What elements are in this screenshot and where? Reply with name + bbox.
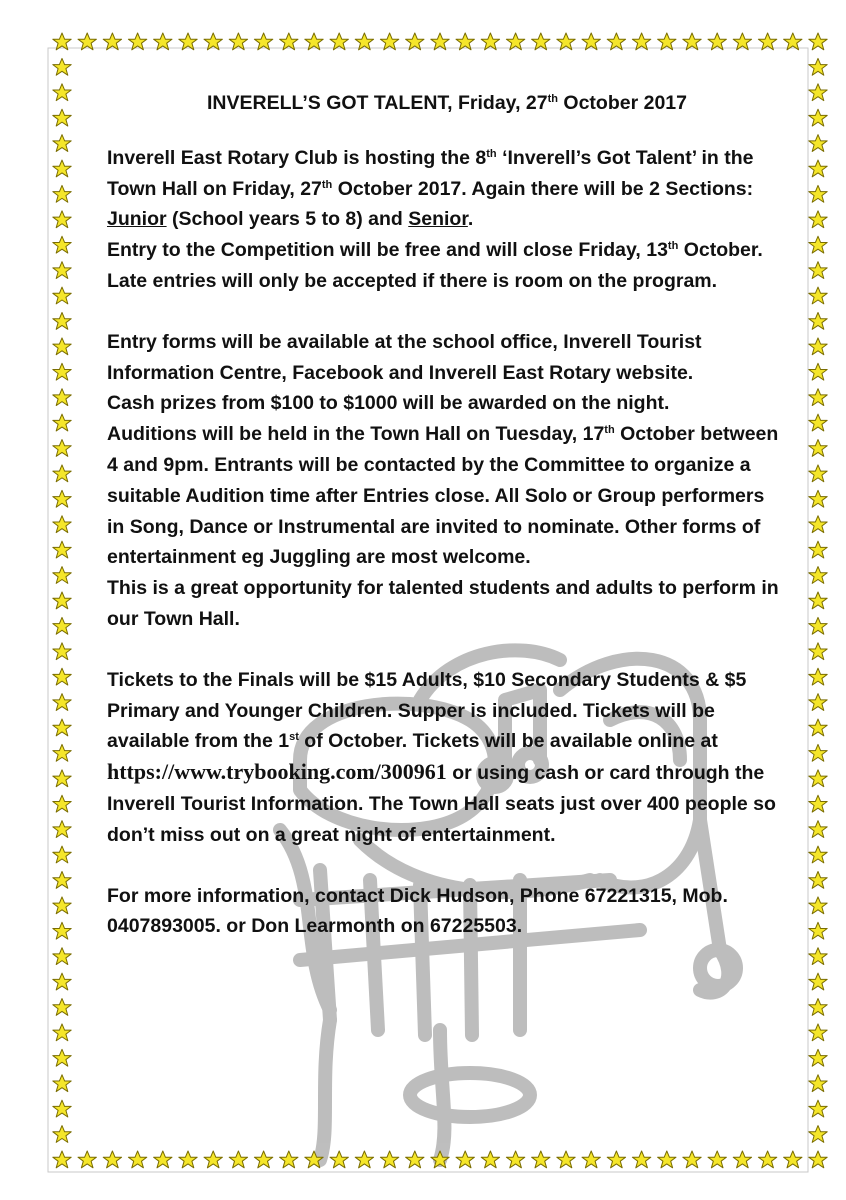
star-icon [154,33,172,50]
star-icon [809,338,827,355]
star-icon [809,948,827,965]
star-icon [809,897,827,914]
star-icon [809,1126,827,1143]
star-icon [53,643,71,660]
star-icon [784,1151,802,1168]
star-icon [103,33,121,50]
star-icon [53,287,71,304]
star-icon [809,490,827,507]
star-icon [53,313,71,330]
star-icon [280,1151,298,1168]
star-icon [53,617,71,634]
star-icon [53,363,71,380]
star-icon [53,1024,71,1041]
star-icon [53,795,71,812]
star-icon [809,668,827,685]
star-icon [632,33,650,50]
star-icon [809,262,827,279]
star-icon [53,135,71,152]
star-icon [53,262,71,279]
star-icon [809,516,827,533]
star-icon [406,33,424,50]
star-icon [809,313,827,330]
star-icon [733,33,751,50]
star-icon [809,211,827,228]
star-icon [809,440,827,457]
star-icon [658,33,676,50]
star-icon [254,1151,272,1168]
star-icon [809,694,827,711]
star-icon [683,1151,701,1168]
star-icon [179,1151,197,1168]
star-icon [809,719,827,736]
star-icon [758,1151,776,1168]
star-icon [809,109,827,126]
star-icon [179,33,197,50]
star-icon [380,33,398,50]
star-icon [532,33,550,50]
contact-paragraph: For more information, contact Dick Hudson, Phone 67221315, Mob. 0407893005. or Don Learmonth on 67225503. [107,884,728,938]
star-icon [78,1151,96,1168]
star-icon [355,1151,373,1168]
star-icon [506,1151,524,1168]
star-icon [809,363,827,380]
star-icon [128,33,146,50]
star-icon [53,160,71,177]
star-icon [809,821,827,838]
flyer-title: INVERELL’S GOT TALENT, Friday, 27th October 2017 [207,92,687,114]
star-icon [330,1151,348,1168]
star-icon [557,33,575,50]
star-icon [809,236,827,253]
star-icon [305,1151,323,1168]
star-icon [784,33,802,50]
junior-section: Junior [107,208,167,231]
star-icon [683,33,701,50]
star-icon [53,897,71,914]
star-icon [809,999,827,1016]
star-icon [809,1024,827,1041]
star-icon [53,109,71,126]
star-icon [53,440,71,457]
star-icon [708,33,726,50]
star-icon [809,567,827,584]
star-icon [53,948,71,965]
star-icon [53,744,71,761]
star-icon [809,160,827,177]
intro-paragraph: Inverell East Rotary Club is hosting the 8th ‘Inverell’s Got Talent’ in the Town Hall on Friday, 27th October 2017. Again there will be 2 Sections: Junior (School years 5 to 8) and Senior. [107,146,754,231]
star-icon [128,1151,146,1168]
star-icon [809,770,827,787]
star-icon [809,643,827,660]
star-icon [53,389,71,406]
star-icon [809,58,827,75]
star-icon [53,33,71,50]
star-icon [330,33,348,50]
star-icon [53,185,71,202]
star-icon [809,795,827,812]
star-icon [456,1151,474,1168]
star-icon [53,84,71,101]
flyer-content [107,88,787,942]
star-icon [809,1100,827,1117]
star-icon [280,33,298,50]
star-icon [809,287,827,304]
star-icon [78,33,96,50]
senior-section: Senior [408,208,468,231]
star-icon [582,33,600,50]
star-icon [809,1075,827,1092]
trybooking-link[interactable]: https://www.trybooking.com/300961 [107,759,447,785]
star-icon [355,33,373,50]
star-icon [406,1151,424,1168]
star-icon [53,465,71,482]
star-icon [431,33,449,50]
star-icon [53,999,71,1016]
star-icon [53,821,71,838]
entry-forms-paragraph: Entry forms will be available at the school office, Inverell Tourist Information Centre, Facebook and Inverell East Rotary website. [107,330,702,384]
star-icon [53,973,71,990]
star-icon [204,33,222,50]
star-icon [809,846,827,863]
star-icon [53,719,71,736]
star-icon [53,592,71,609]
star-icon [758,33,776,50]
star-icon [557,1151,575,1168]
star-icon [53,541,71,558]
star-icon [809,592,827,609]
star-icon [154,1151,172,1168]
star-icon [809,33,827,50]
star-icon [229,33,247,50]
star-icon [53,1049,71,1066]
star-icon [809,1049,827,1066]
star-icon [632,1151,650,1168]
star-icon [53,1151,71,1168]
star-icon [658,1151,676,1168]
star-icon [53,770,71,787]
star-icon [809,1151,827,1168]
star-icon [809,84,827,101]
star-icon [809,922,827,939]
star-icon [733,1151,751,1168]
entry-paragraph: Entry to the Competition will be free and will close Friday, 13th October. Late entries will only be accepted if there is room on the program. [107,239,763,292]
star-icon [53,1100,71,1117]
tickets-paragraph: Tickets to the Finals will be $15 Adults, $10 Secondary Students & $5 Primary and Younger Children. Supper is included. Tickets will be available from the 1st of October. Tickets will be available online at https://www.trybooking.com/300961 or using cash or card through the Inverell Tourist Information. The Town Hall seats just over 400 people so don’t miss out on a great night of entertainment. [107,668,776,846]
star-icon [53,1126,71,1143]
star-icon [53,490,71,507]
star-icon [53,516,71,533]
star-icon [305,33,323,50]
star-icon [809,414,827,431]
star-icon [53,846,71,863]
star-icon [582,1151,600,1168]
star-icon [204,1151,222,1168]
star-icon [809,465,827,482]
star-icon [809,135,827,152]
star-icon [809,617,827,634]
star-icon [229,1151,247,1168]
star-icon [532,1151,550,1168]
star-icon [708,1151,726,1168]
star-icon [53,58,71,75]
star-icon [809,185,827,202]
star-icon [481,1151,499,1168]
star-icon [53,872,71,889]
star-icon [380,1151,398,1168]
star-icon [53,1075,71,1092]
opportunity-paragraph: This is a great opportunity for talented students and adults to perform in our Town Hall. [107,577,779,630]
cash-prizes-paragraph: Cash prizes from $100 to $1000 will be awarded on the night. [107,392,670,415]
star-icon [809,973,827,990]
star-icon [53,694,71,711]
star-icon [53,211,71,228]
star-icon [53,567,71,584]
star-icon [53,338,71,355]
star-icon [53,236,71,253]
star-icon [809,872,827,889]
star-icon [481,33,499,50]
star-icon [53,414,71,431]
star-icon [607,33,625,50]
auditions-paragraph: Auditions will be held in the Town Hall on Tuesday, 17th October between 4 and 9pm. Entrants will be contacted by the Committee to organize a suitable Audition time after Entries close. All Solo or Group performers in Song, Dance or Instrumental are invited to nominate. Other forms of entertainment eg Juggling are most welcome. [107,423,779,569]
star-icon [607,1151,625,1168]
star-icon [809,744,827,761]
star-icon [103,1151,121,1168]
star-icon [431,1151,449,1168]
star-icon [53,668,71,685]
star-icon [809,541,827,558]
star-icon [254,33,272,50]
star-icon [506,33,524,50]
star-icon [53,922,71,939]
star-icon [809,389,827,406]
star-icon [456,33,474,50]
